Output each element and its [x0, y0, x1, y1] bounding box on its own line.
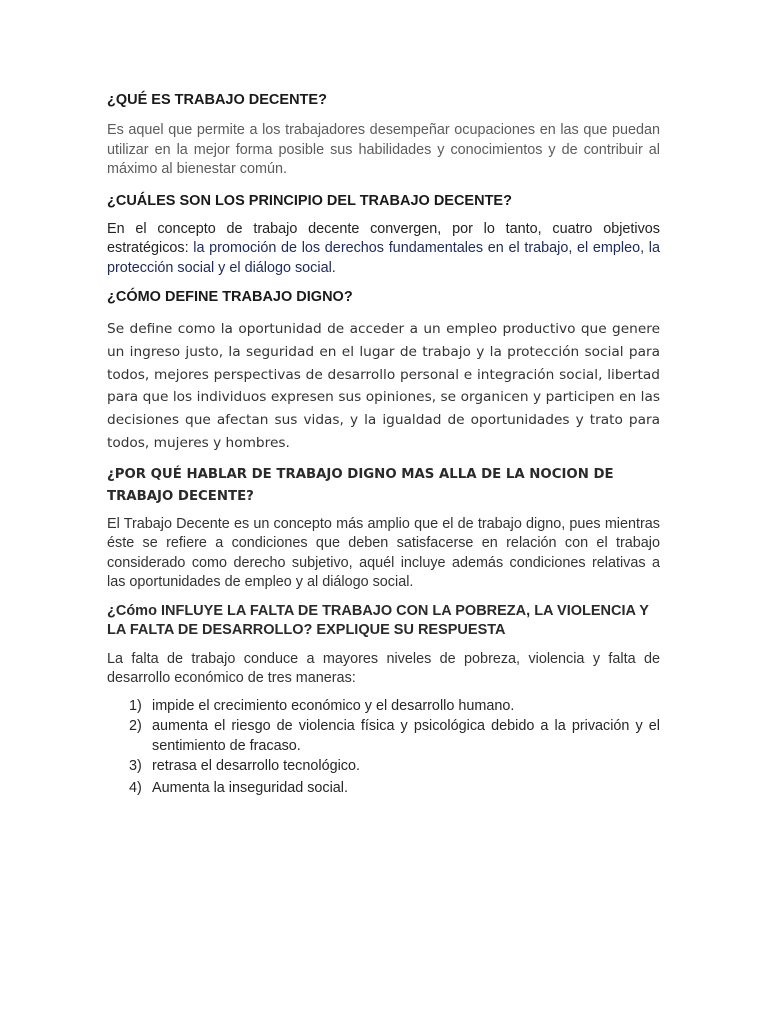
list-item-text: Aumenta la inseguridad social.	[152, 779, 348, 796]
document-page	[107, 91, 660, 799]
list-item	[107, 779, 660, 799]
numbered-list	[107, 697, 660, 799]
list-item-number: 1)	[129, 697, 142, 714]
section-heading-principios: ¿CUÁLES SON LOS PRINCIPIO DEL TRABAJO DECENTE?	[107, 192, 512, 209]
section-body-trabajo-digno: Se define como la oportunidad de acceder a un empleo productivo que genere un ingreso justo, la seguridad en el lugar de trabajo y la protección social para todos, mejores perspectivas de desarrollo personal e integración social, libertad para que los individuos expresen sus opiniones, se organicen y participen en las decisiones que afectan sus vidas, y la igualdad de oportunidades y trato para todos, mujeres y hombres.	[107, 321, 660, 451]
list-item-text: retrasa el desarrollo tecnológico.	[152, 758, 360, 775]
section-heading-por-que: ¿POR QUÉ HABLAR DE TRABAJO DIGNO MAS ALLA DE LA NOCION DE TRABAJO DECENTE?	[107, 466, 614, 505]
section-heading-que-es: ¿QUÉ ES TRABAJO DECENTE?	[107, 92, 327, 108]
list-item-text: aumenta el riesgo de violencia física y psicológica debido a la privación y el sentimiento de fracaso.	[152, 718, 660, 754]
section-body-que-es: Es aquel que permite a los trabajadores desempeñar ocupaciones en las que puedan utilizar en la mejor forma posible sus habilidades y conocimientos y de contribuir al máximo al bienestar común.	[107, 122, 660, 177]
list-item-number: 2)	[129, 718, 142, 735]
principios-intro-text: En el concepto de trabajo decente convergen, por lo tanto, cuatro objetivos estratégicos:	[107, 220, 660, 256]
section-body-como-influye: La falta de trabajo conduce a mayores niveles de pobreza, violencia y falta de desarrollo económico de tres maneras:	[107, 650, 660, 687]
list-item	[107, 697, 660, 717]
list-item	[107, 757, 660, 777]
section-heading-trabajo-digno: ¿CÓMO DEFINE TRABAJO DIGNO?	[107, 289, 353, 305]
list-item-number: 4)	[129, 779, 142, 796]
section-heading-como-influye: ¿Cómo INFLUYE LA FALTA DE TRABAJO CON LA POBREZA, LA VIOLENCIA Y LA FALTA DE DESARROLLO? EXPLIQUE SU RESPUESTA	[107, 602, 649, 638]
section-body-principios	[107, 220, 660, 279]
principios-highlight-text: la promoción de los derechos fundamentales en el trabajo, el empleo, la protección social y el diálogo social.	[107, 240, 660, 276]
section-body-por-que: El Trabajo Decente es un concepto más amplio que el de trabajo digno, pues mientras éste se refiere a condiciones que deben satisfacerse en relación con el trabajo considerado como derecho subjetivo, aquél incluye además condiciones relativas a las oportunidades de empleo y al diálogo social.	[107, 515, 660, 591]
list-item	[107, 717, 660, 756]
list-item-text: impide el crecimiento económico y el desarrollo humano.	[152, 697, 515, 714]
list-item-number: 3)	[129, 758, 142, 775]
